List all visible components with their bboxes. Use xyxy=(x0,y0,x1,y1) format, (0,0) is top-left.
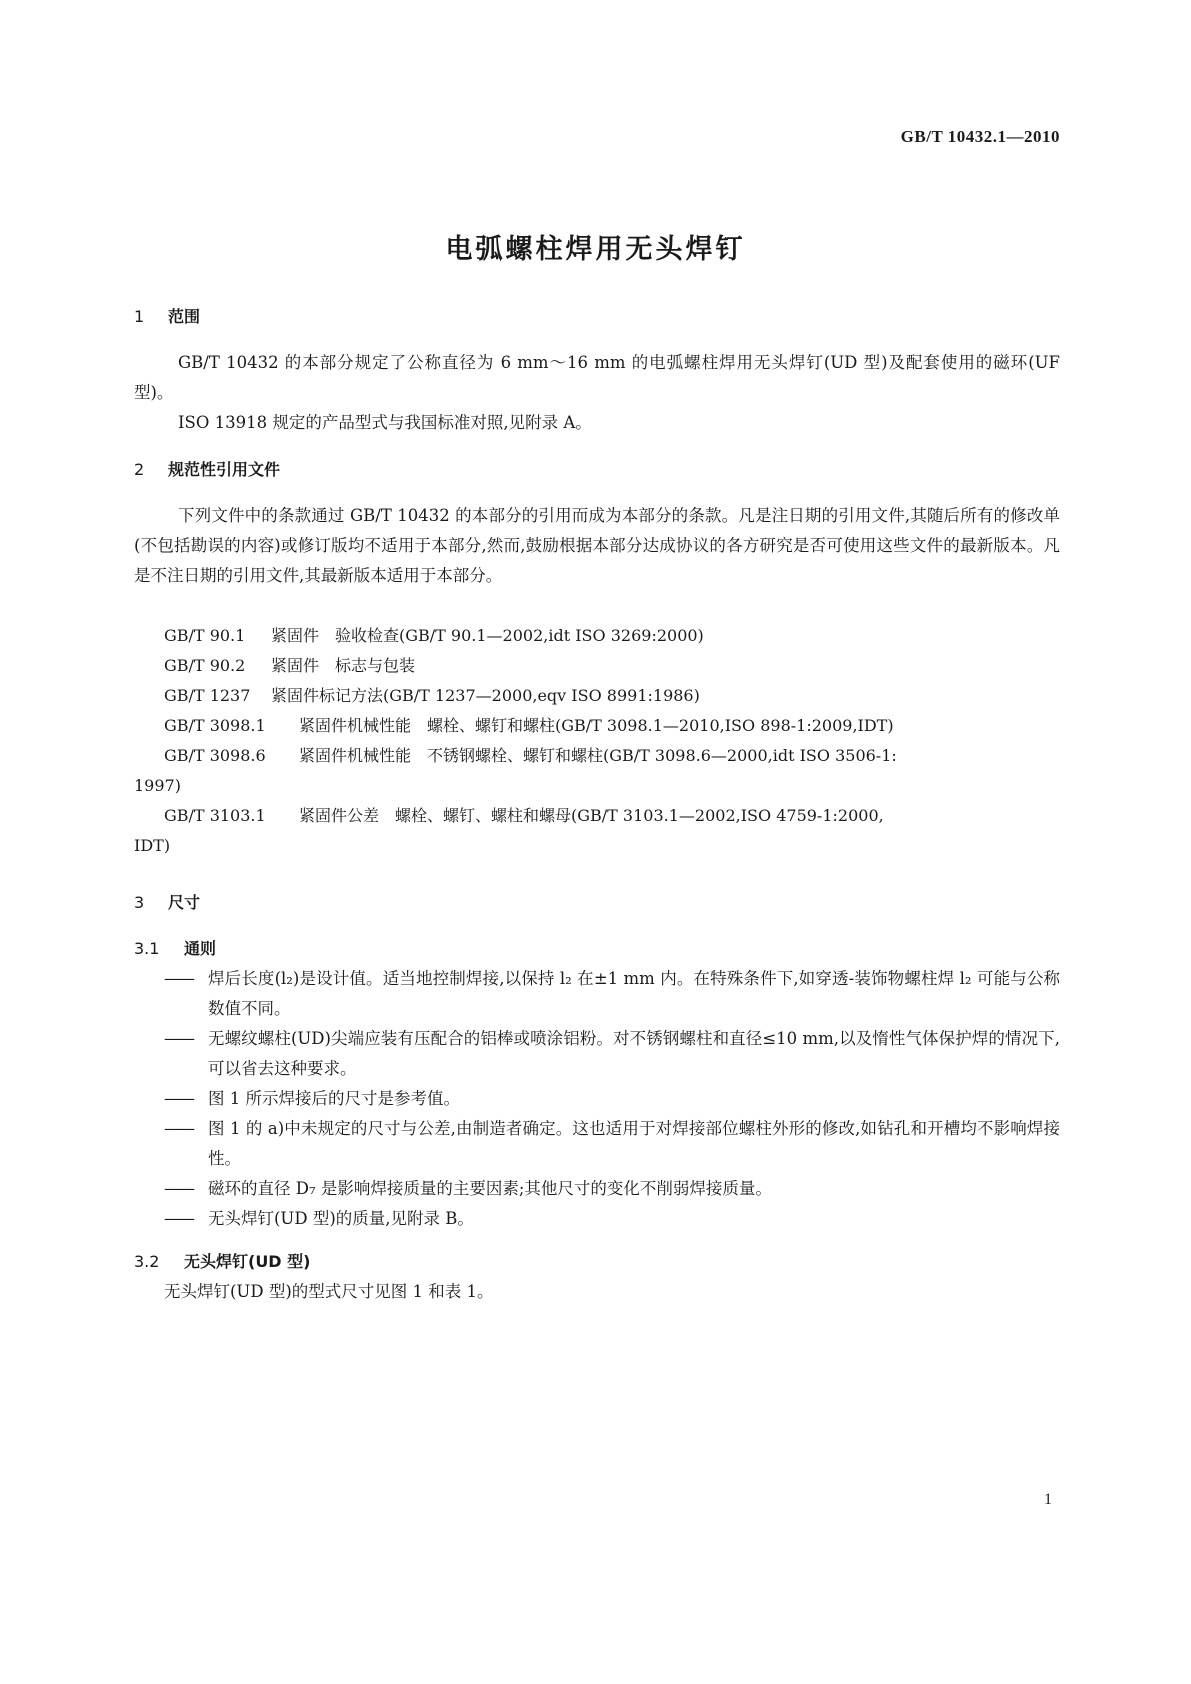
reference-title: 紧固件机械性能 螺栓、螺钉和螺柱(GB/T 3098.1—2010,ISO 898-1:2009,IDT) xyxy=(299,716,894,735)
section-title: 规范性引用文件 xyxy=(168,460,281,479)
reference-item xyxy=(134,741,1060,771)
section-3-1-heading xyxy=(134,934,1060,964)
general-rules-list xyxy=(134,964,1060,1234)
reference-title: 紧固件 验收检查(GB/T 90.1—2002,idt ISO 3269:2000) xyxy=(271,626,704,645)
list-item xyxy=(134,964,1060,1024)
standard-code: GB/T 10432.1—2010 xyxy=(900,127,1060,146)
reference-item xyxy=(134,801,1060,831)
list-dash: —— xyxy=(164,969,193,988)
section-title: 通则 xyxy=(184,939,217,958)
section-3-heading xyxy=(134,888,1060,918)
reference-continuation: 1997) xyxy=(134,776,181,795)
scope-paragraph-1: GB/T 10432 的本部分规定了公称直径为 6 mm～16 mm 的电弧螺柱焊用无头焊钉(UD 型)及配套使用的磁环(UF 型)。 xyxy=(134,353,1060,402)
section-number: 3 xyxy=(134,893,145,912)
list-item-text: 图 1 的 a)中未规定的尺寸与公差,由制造者确定。这也适用于对焊接部位螺柱外形的修改,如钻孔和开槽均不影响焊接性。 xyxy=(208,1119,1060,1168)
reference-item xyxy=(134,711,1060,741)
reference-code: GB/T 90.2 xyxy=(164,656,246,675)
reference-code: GB/T 1237 xyxy=(164,686,251,705)
section-number: 3.1 xyxy=(134,939,160,958)
list-item xyxy=(134,1024,1060,1084)
list-item-text: 磁环的直径 D₇ 是影响焊接质量的主要因素;其他尺寸的变化不削弱焊接质量。 xyxy=(208,1179,772,1198)
reference-item xyxy=(134,621,1060,651)
list-item-text: 无头焊钉(UD 型)的质量,见附录 B。 xyxy=(208,1209,474,1228)
reference-title: 紧固件机械性能 不锈钢螺栓、螺钉和螺柱(GB/T 3098.6—2000,idt ISO 3506-1: xyxy=(299,746,897,765)
list-dash: —— xyxy=(164,1209,193,1228)
section-number: 3.2 xyxy=(134,1252,160,1271)
list-item xyxy=(134,1204,1060,1234)
reference-title: 紧固件 标志与包装 xyxy=(271,656,416,675)
reference-code: GB/T 3098.1 xyxy=(164,716,266,735)
list-dash: —— xyxy=(164,1029,193,1048)
stud-form-paragraph: 无头焊钉(UD 型)的型式尺寸见图 1 和表 1。 xyxy=(164,1282,494,1301)
reference-list xyxy=(134,621,1060,861)
reference-item xyxy=(134,681,1060,711)
scope-paragraph-2: ISO 13918 规定的产品型式与我国标准对照,见附录 A。 xyxy=(178,413,592,432)
list-item-text: 焊后长度(l₂)是设计值。适当地控制焊接,以保持 l₂ 在±1 mm 内。在特殊条件下,如穿透-装饰物螺柱焊 l₂ 可能与公称数值不同。 xyxy=(208,969,1060,1018)
reference-title: 紧固件公差 螺栓、螺钉、螺柱和螺母(GB/T 3103.1—2002,ISO 4759-1:2000, xyxy=(299,806,884,825)
list-dash: —— xyxy=(164,1119,193,1138)
reference-title: 紧固件标记方法(GB/T 1237—2000,eqv ISO 8991:1986) xyxy=(271,686,700,705)
normative-refs-intro: 下列文件中的条款通过 GB/T 10432 的本部分的引用而成为本部分的条款。凡是注日期的引用文件,其随后所有的修改单(不包括勘误的内容)或修订版均不适用于本部分,然而,鼓励根据本部分达成协议的各方研究是否可使用这些文件的最新版本。凡是不注日期的引用文件,其最新版本适用于本部分。 xyxy=(134,506,1060,585)
section-3-2-heading xyxy=(134,1247,1060,1277)
section-number: 2 xyxy=(134,460,145,479)
section-2-heading xyxy=(134,455,1060,485)
reference-continuation: IDT) xyxy=(134,836,171,855)
section-title: 尺寸 xyxy=(168,893,201,912)
list-item-text: 无螺纹螺柱(UD)尖端应装有压配合的铝棒或喷涂铝粉。对不锈钢螺柱和直径≤10 mm,以及惰性气体保护焊的情况下,可以省去这种要求。 xyxy=(208,1029,1060,1078)
page-number: 1 xyxy=(1044,1491,1052,1508)
list-item xyxy=(134,1114,1060,1174)
section-number: 1 xyxy=(134,307,145,326)
list-item xyxy=(134,1174,1060,1204)
section-1-heading xyxy=(134,302,1060,332)
section-title: 范围 xyxy=(168,307,201,326)
section-title: 无头焊钉(UD 型) xyxy=(184,1252,311,1271)
list-dash: —— xyxy=(164,1089,193,1108)
reference-item xyxy=(134,651,1060,681)
list-dash: —— xyxy=(164,1179,193,1198)
reference-code: GB/T 3098.6 xyxy=(164,746,266,765)
list-item-text: 图 1 所示焊接后的尺寸是参考值。 xyxy=(208,1089,460,1108)
reference-code: GB/T 90.1 xyxy=(164,626,246,645)
reference-code: GB/T 3103.1 xyxy=(164,806,266,825)
list-item xyxy=(134,1084,1060,1114)
document-title: 电弧螺柱焊用无头焊钉 xyxy=(445,234,746,265)
